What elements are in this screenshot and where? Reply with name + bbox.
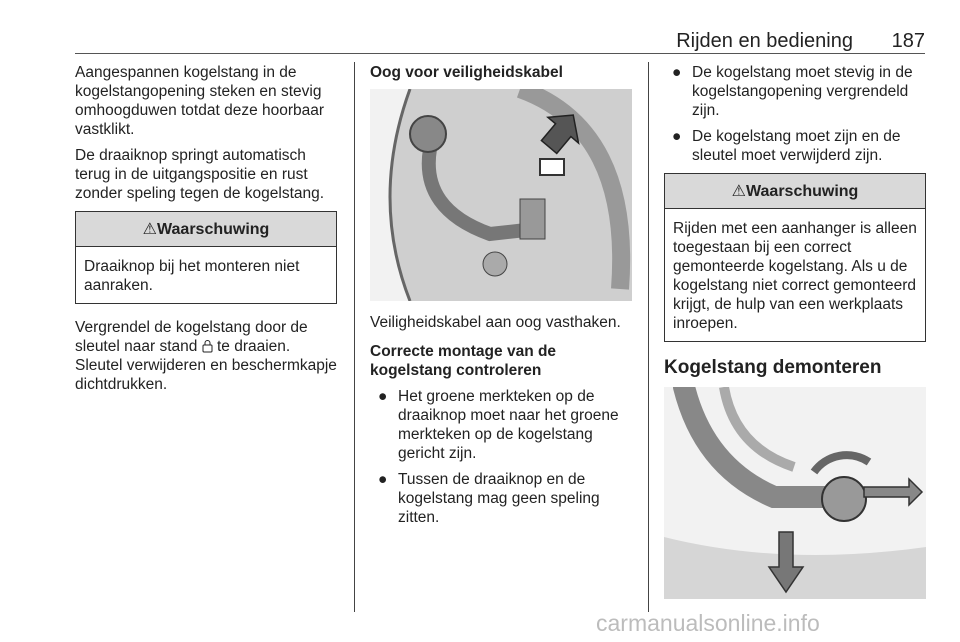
bullet-icon: ● [378, 388, 388, 405]
list-item [370, 470, 632, 527]
warning-title: Waarschuwing [157, 220, 270, 238]
list-item [370, 387, 632, 463]
safety-cable-eye-illustration [370, 89, 632, 301]
column-2 [370, 63, 632, 534]
paragraph: Aangespannen kogelstang in de kogelstangopening steken en stevig omhoogduwen totdat deze hoorbaar vastklikt. [75, 64, 325, 138]
section-heading: Kogelstang demonteren [664, 357, 882, 378]
paragraph-text: Vergrendel de kogelstang door de sleutel naar stand [75, 319, 308, 355]
paragraph: De draaiknop springt automatisch terug in de uitgangspositie en rust zonder speling tegen de kogelstang. [75, 147, 325, 202]
column-divider [648, 62, 649, 612]
list-item-text: De kogelstang moet stevig in de kogelstangopening vergrendeld zijn. [692, 64, 913, 119]
column-divider [354, 62, 355, 612]
warning-box [664, 173, 926, 342]
warning-header [665, 174, 925, 209]
paragraph [75, 318, 337, 394]
bullet-list [664, 63, 926, 165]
list-item-text: Het groene merkteken op de draaiknop moet naar het groene merkteken op de kogelstang gericht zijn. [398, 388, 619, 462]
header-rule [75, 53, 925, 54]
list-item-text: De kogelstang moet zijn en de sleutel moet verwijderd zijn. [692, 128, 901, 164]
warning-header [76, 212, 336, 247]
lock-symbol-icon [202, 339, 213, 353]
warning-text: Draaiknop bij het monteren niet aanraken. [84, 258, 300, 294]
column-3 [664, 63, 926, 599]
figure-caption: Veiligheidskabel aan oog vasthaken. [370, 314, 621, 331]
list-item-text: Tussen de draaiknop en de kogelstang mag geen speling zitten. [398, 471, 600, 526]
paragraph-text: te draaien. Sleutel verwijderen en beschermkapje dichtdrukken. [75, 338, 337, 393]
page-number: 187 [891, 30, 925, 52]
watermark: carmanualsonline.info [596, 610, 820, 636]
warning-title: Waarschuwing [746, 182, 859, 200]
section-heading: Oog voor veiligheidskabel [370, 64, 563, 81]
warning-box [75, 211, 337, 304]
warning-icon: ⚠ [731, 182, 747, 200]
bullet-icon: ● [672, 128, 682, 145]
warning-icon: ⚠ [142, 220, 158, 238]
page-title: Rijden en bediening [676, 30, 853, 52]
bullet-list [370, 387, 632, 527]
list-item [664, 63, 926, 120]
section-heading: Correcte montage van de kogelstang controleren [370, 343, 557, 379]
bullet-icon: ● [672, 64, 682, 81]
list-item [664, 127, 926, 165]
tow-bar-removal-illustration [664, 387, 926, 599]
bullet-icon: ● [378, 471, 388, 488]
warning-text: Rijden met een aanhanger is alleen toegestaan bij een correct gemonteerde kogelstang. Als u de kogelstang niet correct gemonteerd krijgt, de hulp van een werkplaats inroepen. [673, 220, 917, 332]
page-header [75, 30, 925, 52]
column-1 [75, 63, 337, 401]
